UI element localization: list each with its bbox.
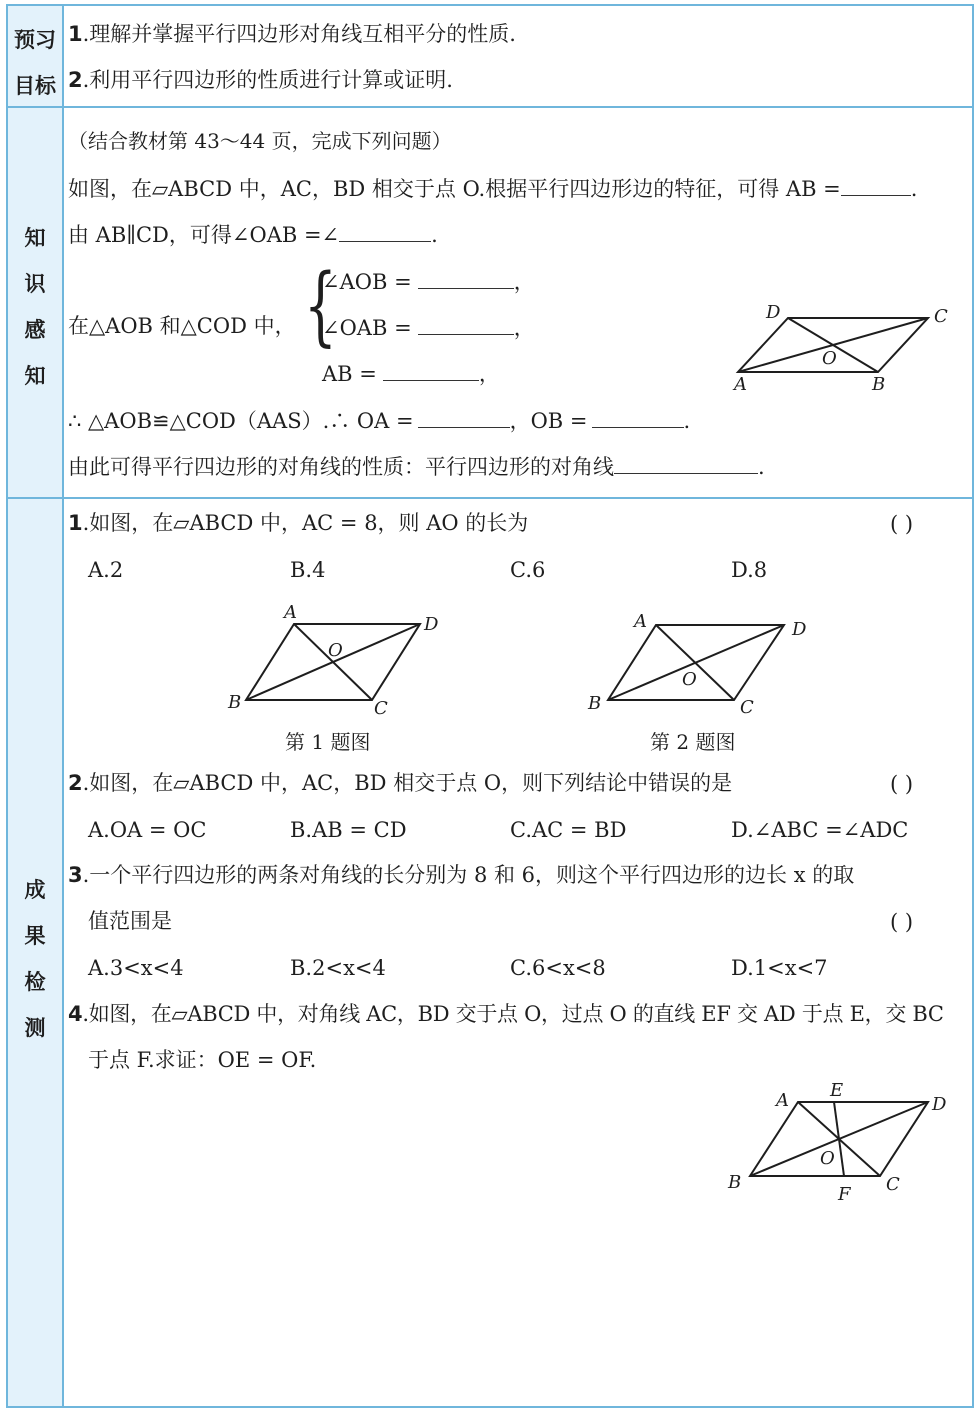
- option-d[interactable]: D.8: [731, 558, 768, 582]
- answer-blank[interactable]: [418, 409, 510, 428]
- label-char: 感: [24, 318, 46, 342]
- option-a[interactable]: A.OA = OC: [88, 818, 207, 842]
- figure-question-4: [722, 1076, 962, 1206]
- sidebar: [8, 6, 64, 1406]
- line-end: .: [910, 177, 918, 201]
- option-c[interactable]: C.6<x<8: [510, 956, 606, 980]
- property-line: [68, 455, 765, 478]
- label-char: 识: [24, 272, 46, 296]
- line-ef: [834, 1102, 844, 1176]
- line-end: .: [431, 223, 438, 247]
- comma: ，: [513, 270, 535, 294]
- comma: ，: [513, 316, 535, 340]
- label-char: 知: [24, 226, 46, 250]
- line-text: 由 AB∥CD，可得∠OAB =∠: [68, 223, 340, 247]
- answer-paren[interactable]: ( ): [890, 772, 914, 796]
- question-text: .如图，在▱ABCD 中，AC，BD 相交于点 O，则下列结论中错误的是: [82, 771, 733, 795]
- line-end: .: [683, 409, 691, 433]
- answer-blank[interactable]: [418, 316, 514, 335]
- vertex-label: O: [682, 669, 697, 690]
- answer-blank[interactable]: [614, 455, 758, 474]
- answer-blank[interactable]: [841, 177, 911, 196]
- conclusion-text: ∴ △AOB≌△COD（AAS）.∴ OA =: [68, 409, 414, 433]
- condition-1: [322, 270, 535, 293]
- question-4-continued: 于点 F.求证：OE = OF.: [88, 1048, 317, 1072]
- answer-blank[interactable]: [339, 223, 431, 242]
- question-1: [68, 513, 528, 534]
- vertex-label: O: [822, 348, 837, 369]
- question-2: [68, 773, 732, 794]
- goal-1: [68, 24, 516, 45]
- option-b[interactable]: B.AB = CD: [290, 818, 407, 842]
- option-a[interactable]: A.3<x<4: [88, 956, 184, 980]
- condition-text: AB =: [322, 362, 377, 386]
- condition-text: ∠OAB =: [322, 316, 412, 340]
- label-char: 目标: [14, 74, 56, 98]
- answer-paren[interactable]: ( ): [890, 910, 914, 934]
- label-char: 测: [24, 1016, 46, 1040]
- line-end: .: [758, 455, 765, 479]
- comma: ，: [478, 362, 500, 386]
- vertex-label: C: [740, 697, 754, 718]
- option-b[interactable]: B.4: [290, 558, 326, 582]
- congruence-conclusion: [68, 409, 690, 432]
- divider-2: [8, 497, 972, 499]
- vertex-label: A: [284, 602, 297, 623]
- label-char: 检: [24, 970, 46, 994]
- option-d[interactable]: D.∠ABC =∠ADC: [731, 818, 909, 842]
- figure-caption-1: 第 1 题图: [285, 730, 371, 754]
- vertex-label: D: [766, 302, 781, 323]
- question-3: [68, 865, 854, 886]
- answer-blank[interactable]: [592, 409, 684, 428]
- vertex-label: C: [886, 1174, 900, 1195]
- question-number: 3: [68, 863, 83, 887]
- figure-question-2: [584, 605, 814, 720]
- section-label-check: [8, 874, 62, 1042]
- option-c[interactable]: C.AC = BD: [510, 818, 627, 842]
- option-d[interactable]: D.1<x<7: [731, 956, 828, 980]
- goal-number: 1: [68, 22, 83, 46]
- question-text: .如图，在▱ABCD 中，AC = 8，则 AO 的长为: [82, 511, 529, 535]
- knowledge-figure-parallelogram: [728, 300, 960, 400]
- vertex-label: D: [792, 619, 807, 640]
- goal-text: .利用平行四边形的性质进行计算或证明.: [82, 68, 453, 92]
- section-label-preview: [8, 24, 62, 100]
- line-text: 如图，在▱ABCD 中，AC，BD 相交于点 O.根据平行四边形边的特征，可得 AB =: [68, 177, 841, 201]
- knowledge-line-1: [68, 177, 917, 200]
- vertex-label: D: [932, 1094, 947, 1115]
- vertex-label: C: [934, 306, 948, 327]
- vertex-label: D: [424, 614, 439, 635]
- question-4: [68, 1004, 944, 1025]
- label-char: 知: [24, 364, 46, 388]
- brace-symbol: {: [304, 256, 337, 356]
- vertex-label: B: [872, 374, 886, 395]
- property-text: 由此可得平行四边形的对角线的性质：平行四边形的对角线: [68, 455, 614, 479]
- vertex-label: F: [838, 1184, 851, 1205]
- question-3-continued: 值范围是: [88, 909, 172, 933]
- condition-text: ∠AOB =: [322, 270, 412, 294]
- vertex-label: O: [328, 640, 343, 661]
- answer-blank[interactable]: [418, 270, 514, 289]
- answer-paren[interactable]: ( ): [890, 512, 914, 536]
- question-text: .如图，在▱ABCD 中，对角线 AC，BD 交于点 O，过点 O 的直线 EF 交 AD 于点 E，交 BC: [82, 1002, 944, 1026]
- answer-blank[interactable]: [383, 362, 479, 381]
- knowledge-line-2: [68, 223, 438, 246]
- option-c[interactable]: C.6: [510, 558, 546, 582]
- goal-text: .理解并掌握平行四边形对角线互相平分的性质.: [82, 22, 516, 46]
- label-char: 预习: [14, 28, 56, 52]
- in-triangles-text: 在△AOB 和△COD 中，: [68, 314, 296, 338]
- question-number: 4: [68, 1002, 83, 1026]
- vertex-label: B: [728, 1172, 742, 1193]
- vertex-label: O: [820, 1148, 835, 1169]
- textbook-note: （结合教材第 43～44 页，完成下列问题）: [68, 129, 452, 153]
- diagonal-bd: [246, 624, 420, 700]
- conclusion-text: ，OB =: [509, 409, 588, 433]
- option-b[interactable]: B.2<x<4: [290, 956, 386, 980]
- question-text: .一个平行四边形的两条对角线的长分别为 8 和 6，则这个平行四边形的边长 x 的取: [82, 863, 855, 887]
- goal-number: 2: [68, 68, 83, 92]
- vertex-label: B: [588, 693, 602, 714]
- figure-caption-2: 第 2 题图: [650, 730, 736, 754]
- question-number: 1: [68, 511, 83, 535]
- vertex-label: A: [776, 1090, 789, 1111]
- vertex-label: A: [734, 374, 747, 395]
- condition-2: [322, 316, 535, 339]
- divider-1: [8, 106, 972, 108]
- vertex-label: B: [228, 692, 242, 713]
- label-char: 成: [24, 878, 46, 902]
- section-label-knowledge: [8, 222, 62, 390]
- figure-question-1: [222, 598, 452, 718]
- vertex-label: E: [830, 1080, 844, 1101]
- goal-2: [68, 70, 453, 91]
- question-number: 2: [68, 771, 83, 795]
- label-char: 果: [24, 924, 46, 948]
- condition-3: [322, 362, 500, 385]
- vertex-label: C: [374, 698, 388, 718]
- vertex-label: A: [634, 611, 647, 632]
- option-a[interactable]: A.2: [88, 558, 124, 582]
